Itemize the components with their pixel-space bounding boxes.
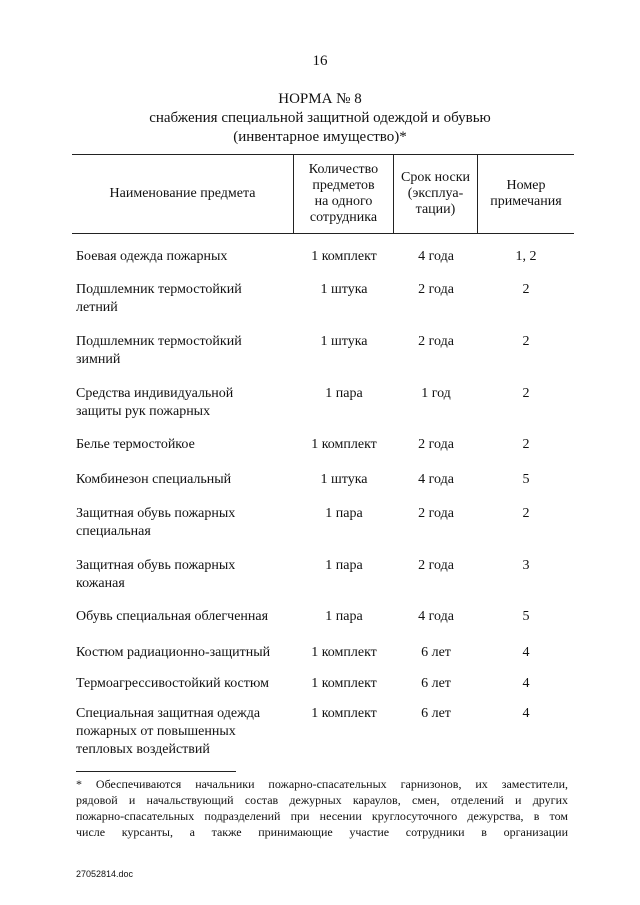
table-header: [72, 155, 574, 234]
item-name: Защитная обувь пожарных: [76, 558, 236, 573]
item-name: Костюм радиационно-защитный: [76, 645, 271, 660]
item-quantity: 1 пара: [325, 558, 363, 573]
norm-title: НОРМА № 8: [278, 91, 362, 107]
item-term: 2 года: [418, 282, 454, 297]
item-quantity: 1 комплект: [311, 706, 377, 721]
item-quantity: 1 комплект: [311, 249, 377, 264]
item-name: Средства индивидуальной: [76, 386, 234, 401]
item-note: 4: [522, 706, 530, 721]
table-row: [72, 333, 574, 369]
page-number: 16: [312, 53, 328, 69]
item-quantity: 1 пара: [325, 386, 363, 401]
item-quantity: 1 штука: [320, 472, 368, 487]
footnote-line: рядовой и начальствующий состав дежурных караулов, смен, отделений и других: [76, 793, 568, 807]
item-name: Комбинезон специальный: [76, 472, 232, 487]
footnote-line: пожарно-спасательных подразделений при несении круглосуточного дежурства, в том: [76, 809, 568, 823]
item-note: 1, 2: [515, 249, 537, 264]
item-name-cont: летний: [76, 300, 118, 315]
document-code: 27052814.doc: [76, 869, 134, 879]
item-term: 4 года: [418, 249, 454, 264]
header-quantity: Количество предметов на одного сотрудника: [294, 155, 394, 233]
item-name-cont: защиты рук пожарных: [76, 404, 211, 419]
item-term: 4 года: [418, 609, 454, 624]
item-term: 6 лет: [421, 706, 451, 721]
item-name: Специальная защитная одежда: [76, 706, 261, 721]
item-note: 2: [522, 386, 530, 401]
footnote-line: числе курсанты, а также принимающие участие сотрудники в организации: [76, 825, 568, 839]
norm-table: [72, 154, 574, 757]
item-name: Защитная обувь пожарных: [76, 506, 236, 521]
item-name: Термоагрессивостойкий костюм: [76, 676, 270, 691]
table-row: [72, 471, 574, 489]
table-row: [72, 644, 574, 662]
item-name-cont: кожаная: [76, 576, 125, 591]
item-term: 4 года: [418, 472, 454, 487]
item-term: 6 лет: [421, 645, 451, 660]
table-row: [72, 608, 574, 626]
table-row: [72, 248, 574, 266]
item-note: 2: [522, 506, 530, 521]
item-note: 4: [522, 676, 530, 691]
item-name: Подшлемник термостойкий: [76, 282, 242, 297]
item-term: 2 года: [418, 437, 454, 452]
item-quantity: 1 комплект: [311, 437, 377, 452]
item-name-cont: тепловых воздействий: [76, 742, 210, 757]
footnote-line: * Обеспечиваются начальники пожарно-спасательных гарнизонов, их заместители,: [76, 777, 568, 791]
item-quantity: 1 штука: [320, 334, 368, 349]
table-row: [72, 675, 574, 693]
item-term: 2 года: [418, 334, 454, 349]
item-name: Обувь специальная облегченная: [76, 609, 269, 624]
item-quantity: 1 штука: [320, 282, 368, 297]
table-row: [72, 281, 574, 317]
item-term: 2 года: [418, 506, 454, 521]
item-name: Подшлемник термостойкий: [76, 334, 242, 349]
item-term: 6 лет: [421, 676, 451, 691]
item-name: Боевая одежда пожарных: [76, 249, 228, 264]
item-quantity: 1 комплект: [311, 645, 377, 660]
item-note: 2: [522, 282, 530, 297]
document-title: [0, 90, 640, 147]
item-name-cont: пожарных от повышенных: [76, 724, 236, 739]
item-term: 2 года: [418, 558, 454, 573]
item-name-cont: зимний: [76, 352, 121, 367]
norm-subtitle-note: (инвентарное имущество)*: [233, 129, 407, 145]
table-row: [72, 436, 574, 454]
table-row: [72, 505, 574, 541]
item-quantity: 1 пара: [325, 609, 363, 624]
item-note: 3: [522, 558, 530, 573]
item-quantity: 1 комплект: [311, 676, 377, 691]
header-name: Наименование предмета: [72, 155, 294, 233]
table-row: [72, 557, 574, 593]
table-row: [72, 385, 574, 421]
item-name-cont: специальная: [76, 524, 151, 539]
item-note: 5: [522, 609, 530, 624]
item-term: 1 год: [421, 386, 451, 401]
item-note: 2: [522, 437, 530, 452]
footnote-separator: [76, 771, 236, 772]
item-note: 4: [522, 645, 530, 660]
item-note: 5: [522, 472, 530, 487]
norm-subtitle: снабжения специальной защитной одеждой и обувью: [149, 110, 491, 126]
item-note: 2: [522, 334, 530, 349]
item-quantity: 1 пара: [325, 506, 363, 521]
table-row: [72, 705, 574, 759]
header-term: Срок носки (эксплуа- тации): [394, 155, 478, 233]
header-note: Номер примечания: [490, 178, 562, 209]
footnote: [76, 776, 568, 840]
item-name: Белье термостойкое: [76, 437, 195, 452]
